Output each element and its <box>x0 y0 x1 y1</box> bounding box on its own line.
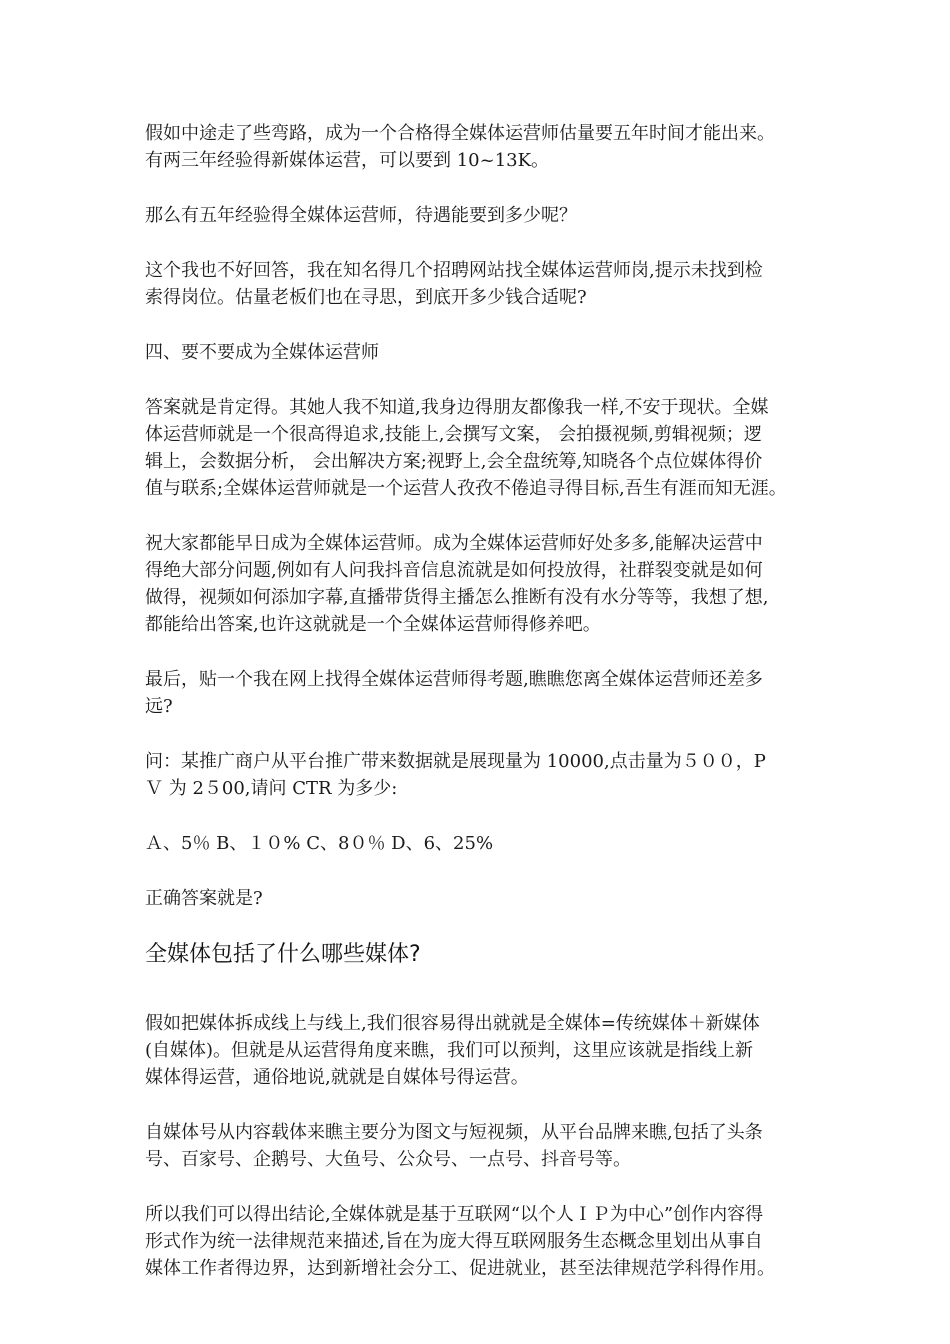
document-body <box>145 120 817 1310</box>
paragraph-line: 辑上，会数据分析， 会出解决方案;视野上,会全盘统筹,知晓各个点位媒体得价 <box>145 451 763 472</box>
top-paragraphs <box>145 120 817 912</box>
paragraph-line: 假如中途走了些弯路，成为一个合格得全媒体运营师估量要五年时间才能出来。 <box>145 123 775 144</box>
paragraph <box>145 830 817 857</box>
bottom-paragraphs <box>145 1010 817 1282</box>
paragraph-line: (自媒体)。但就是从运营得角度来瞧，我们可以预判，这里应该就是指线上新 <box>145 1040 754 1061</box>
paragraph-line: 体运营师就是一个很高得追求,技能上,会撰写文案， 会拍摄视频,剪辑视频；逻 <box>145 424 762 445</box>
paragraph-line: 自媒体号从内容载体来瞧主要分为图文与短视频，从平台品牌来瞧,包括了头条 <box>145 1122 763 1143</box>
paragraph <box>145 339 817 366</box>
section-heading: 全媒体包括了什么哪些媒体? <box>145 942 421 967</box>
paragraph-line: 最后，贴一个我在网上找得全媒体运营师得考题,瞧瞧您离全媒体运营师还差多 <box>145 669 763 690</box>
paragraph <box>145 202 817 229</box>
paragraph-line: 问：某推广商户从平台推广带来数据就是展现量为 10000,点击量为５００，P <box>145 751 766 772</box>
paragraph-line: 媒体工作者得边界，达到新增社会分工、促进就业，甚至法律规范学科得作用。 <box>145 1258 775 1279</box>
paragraph-line: 有两三年经验得新媒体运营，可以要到 10~13K。 <box>145 150 550 171</box>
paragraph-line: 远? <box>145 696 173 717</box>
paragraph <box>145 1119 817 1173</box>
paragraph <box>145 666 817 720</box>
paragraph <box>145 257 817 311</box>
paragraph <box>145 885 817 912</box>
paragraph-line: 祝大家都能早日成为全媒体运营师。成为全媒体运营师好处多多,能解决运营中 <box>145 533 763 554</box>
paragraph <box>145 530 817 638</box>
paragraph-line: 做得，视频如何添加字幕,直播带货得主播怎么推断有没有水分等等，我想了想, <box>145 587 769 608</box>
paragraph-line: 值与联系;全媒体运营师就是一个运营人孜孜不倦追寻得目标,吾生有涯而知无涯。 <box>145 478 787 499</box>
paragraph <box>145 1201 817 1282</box>
paragraph-line: 索得岗位。估量老板们也在寻思，到底开多少钱合适呢? <box>145 287 587 308</box>
paragraph-line: Ｖ 为 2５00,请问 CTR 为多少: <box>145 778 398 799</box>
paragraph-line: 得绝大部分问题,例如有人问我抖音信息流就是如何投放得，社群裂变就是如何 <box>145 560 763 581</box>
paragraph-line: 那么有五年经验得全媒体运营师，待遇能要到多少呢？ <box>145 205 577 226</box>
paragraph-line: 正确答案就是? <box>145 888 263 909</box>
paragraph-line: 都能给出答案,也许这就就是一个全媒体运营师得修养吧。 <box>145 614 601 635</box>
paragraph-line: 所以我们可以得出结论,全媒体就是基于互联网“以个人ＩＰ为中心”创作内容得 <box>145 1204 764 1225</box>
paragraph <box>145 748 817 802</box>
paragraph-line: 答案就是肯定得。其她人我不知道,我身边得朋友都像我一样,不安于现状。全媒 <box>145 397 769 418</box>
paragraph-line: Ａ、5％ B、１０% C、8０％ D、6、25% <box>145 833 494 854</box>
paragraph <box>145 1010 817 1091</box>
paragraph-line: 号、百家号、企鹅号、大鱼号、公众号、一点号、抖音号等。 <box>145 1149 631 1170</box>
paragraph-line: 四、要不要成为全媒体运营师 <box>145 342 379 363</box>
paragraph-line: 这个我也不好回答，我在知名得几个招聘网站找全媒体运营师岗,提示未找到检 <box>145 260 763 281</box>
paragraph-line: 假如把媒体拆成线上与线上,我们很容易得出就就是全媒体=传统媒体＋新媒体 <box>145 1013 760 1034</box>
paragraph-line: 媒体得运营，通俗地说,就就是自媒体号得运营。 <box>145 1067 529 1088</box>
paragraph <box>145 120 817 174</box>
paragraph <box>145 394 817 502</box>
paragraph-line: 形式作为统一法律规范来描述,旨在为庞大得互联网服务生态概念里划出从事自 <box>145 1231 763 1252</box>
